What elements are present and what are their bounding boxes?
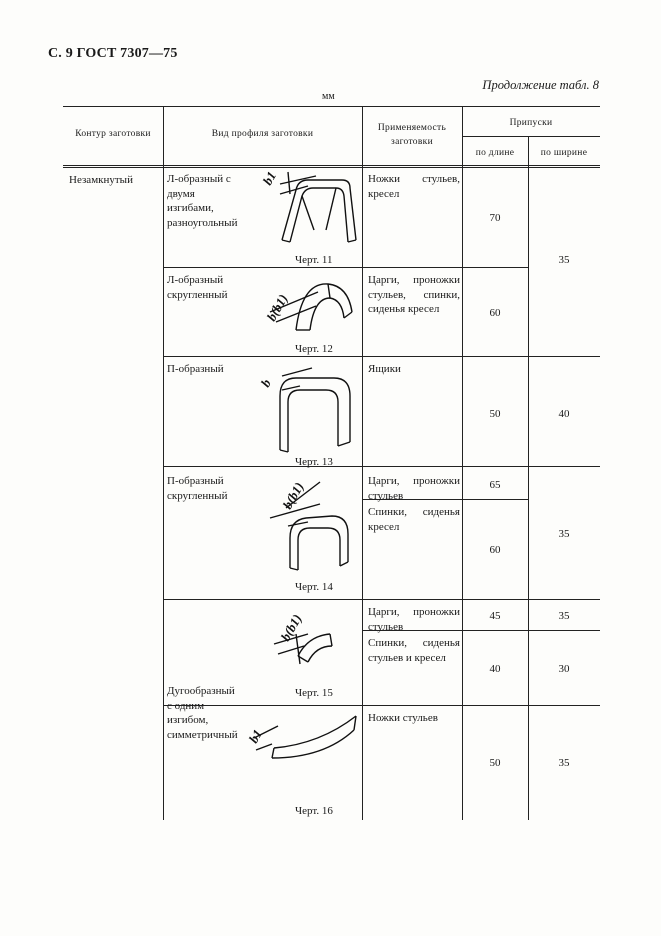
profile-drawing-13 — [257, 366, 360, 456]
contour-arc: Дугообразный с одним изгибом, симметричный — [167, 685, 238, 741]
table-top-border — [63, 106, 600, 107]
width-group-4: 35 — [558, 528, 570, 540]
profile-drawing-12 — [256, 278, 356, 338]
caption-14: Черт. 14 — [295, 581, 333, 593]
usage-6: Ножки стульев — [368, 712, 438, 724]
fig14-label: b(b1) — [279, 479, 307, 512]
usage-4b: Спинки, сиденья кресел — [368, 506, 460, 533]
profile-name-1: Л-образный с двумя изгибами, разноугольный — [167, 173, 238, 229]
usage-3: Ящики — [368, 363, 401, 375]
caption-11: Черт. 11 — [295, 254, 333, 266]
profile-drawing-15 — [268, 604, 348, 674]
usage-2: Царги, проножки стульев, спинки, сиденья кресел — [368, 274, 460, 316]
profile-name-2: Л-образный скругленный — [167, 274, 228, 301]
usage-5a: Царги, проножки стульев — [368, 606, 460, 633]
header-by-length: по длине — [475, 148, 515, 158]
profile-drawing-11 — [258, 166, 358, 246]
header-allowances: Припуски — [509, 118, 553, 128]
length-4a: 65 — [489, 479, 501, 491]
fig11-label: b1 — [259, 168, 280, 188]
fig13-label: b — [257, 376, 274, 390]
width-3: 40 — [558, 408, 570, 420]
row-sep-34 — [163, 466, 600, 467]
page-title: С. 9 ГОСТ 7307—75 — [48, 46, 178, 61]
caption-12: Черт. 12 — [295, 343, 333, 355]
profile-name-4: П-образный скругленный — [167, 475, 228, 502]
row-sep-23 — [163, 356, 600, 357]
caption-16: Черт. 16 — [295, 805, 333, 817]
unit-label: мм — [322, 91, 335, 102]
usage-4a: Царги, проножки стульев — [368, 475, 460, 502]
contour-open: Незамкнутый — [69, 174, 133, 186]
header-by-width: по ширине — [540, 148, 588, 158]
length-3: 50 — [489, 408, 501, 420]
caption-15: Черт. 15 — [295, 687, 333, 699]
fig16-label: b1 — [245, 726, 266, 746]
col-divider-4 — [528, 136, 529, 820]
col-divider-1 — [163, 106, 164, 820]
length-4b: 60 — [489, 544, 501, 556]
usage-1: Ножки стульев, кресел — [368, 173, 460, 200]
caption-13: Черт. 13 — [295, 456, 333, 468]
length-5b: 40 — [489, 663, 501, 675]
fig15-label: b(b1) — [277, 611, 305, 644]
width-5a: 35 — [558, 610, 570, 622]
length-1: 70 — [489, 212, 501, 224]
length-2: 60 — [489, 307, 501, 319]
width-5b: 30 — [558, 663, 570, 675]
row-sep-45 — [163, 599, 600, 600]
profile-drawing-14 — [262, 478, 362, 574]
row-sep-12 — [163, 267, 528, 268]
header-profile: Вид профиля заготовки — [211, 129, 314, 139]
length-6: 50 — [489, 757, 501, 769]
header-applicability: Применяемость заготовки — [377, 123, 447, 147]
header-contour: Контур заготовки — [75, 129, 151, 139]
width-6: 35 — [558, 757, 570, 769]
profile-name-3: П-образный — [167, 363, 224, 375]
usage-5b: Спинки, сиденья стульев и кресел — [368, 637, 460, 664]
col-divider-2 — [362, 106, 363, 820]
allowances-split-line — [462, 136, 600, 137]
fig12-label: b(b1) — [263, 291, 291, 324]
width-group-1: 35 — [558, 254, 570, 266]
profile-drawing-16 — [245, 708, 362, 768]
length-5a: 45 — [489, 610, 501, 622]
table-continuation-note: Продолжение табл. 8 — [482, 78, 599, 92]
